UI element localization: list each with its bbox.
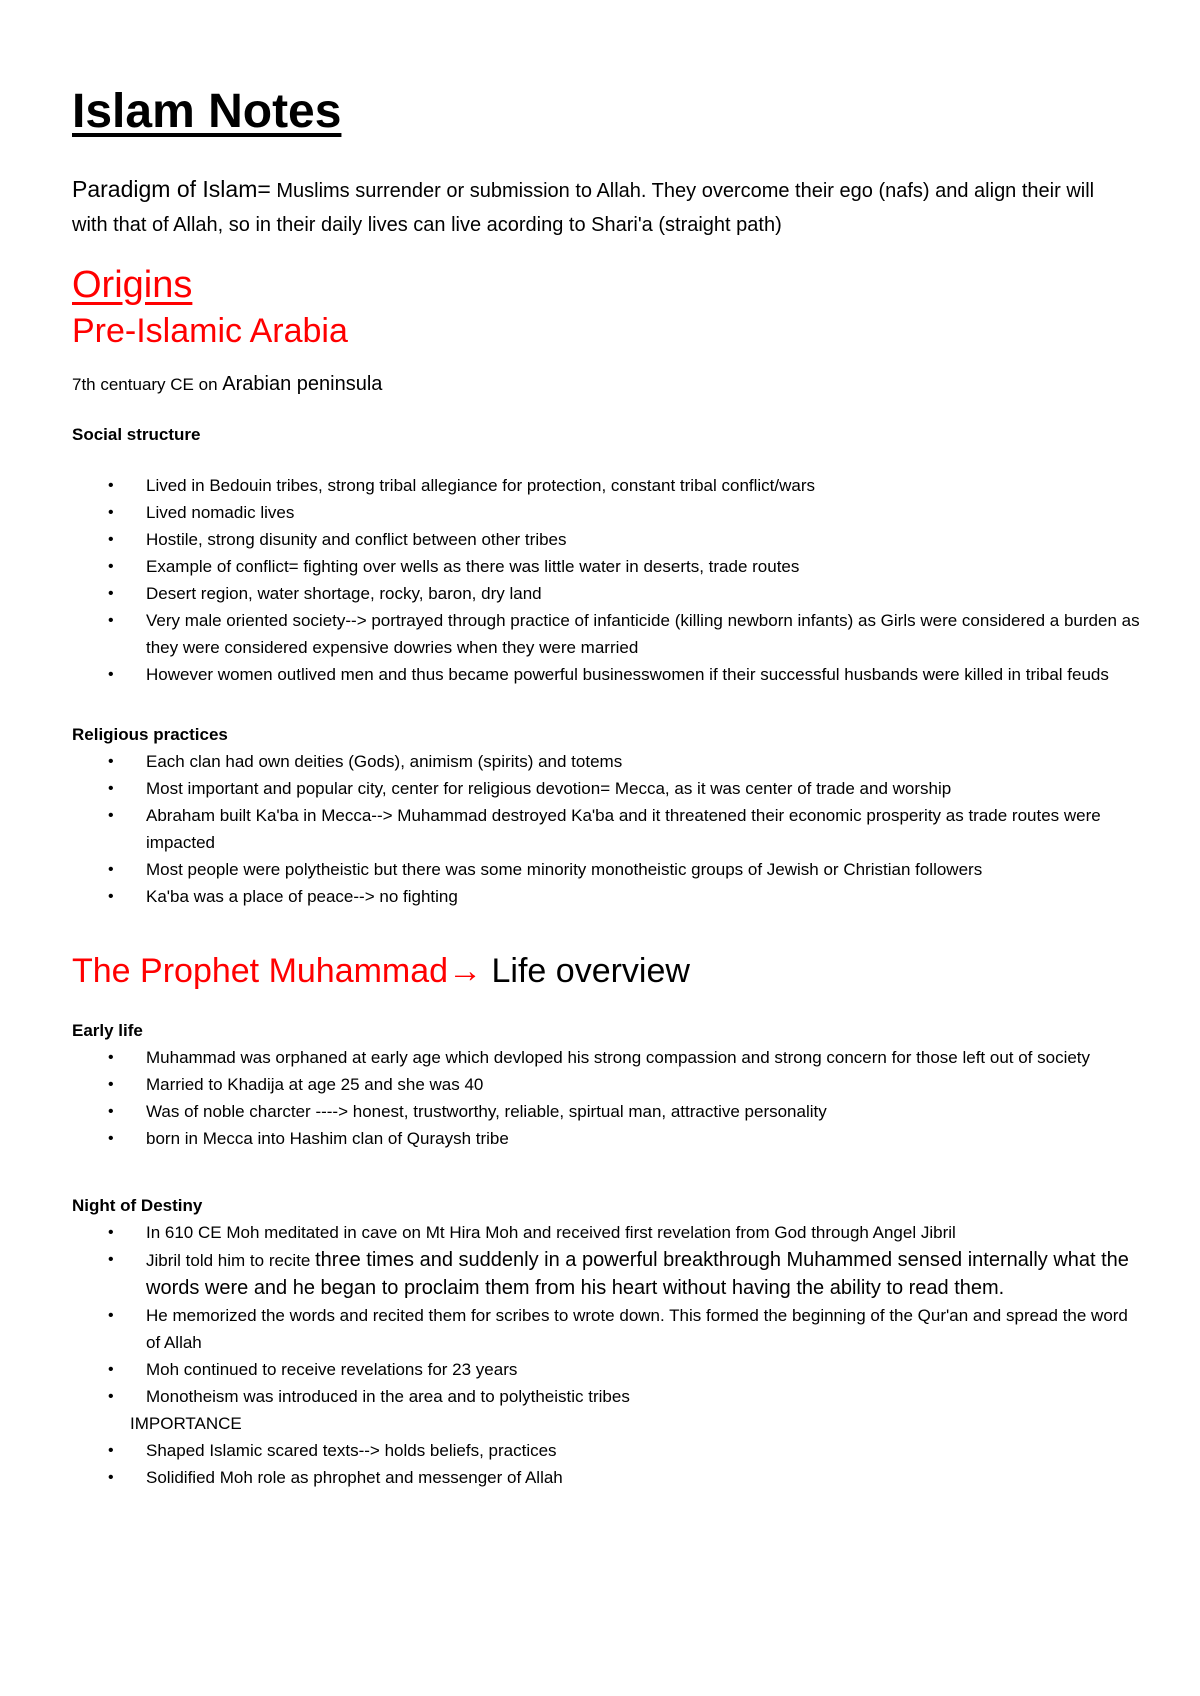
bullet-icon: • [108, 1103, 114, 1120]
night-of-destiny-list [72, 1219, 1142, 1491]
list-item: • Each clan had own deities (Gods), animism (spirits) and totems [72, 748, 1142, 775]
bullet-icon: • [108, 1049, 114, 1066]
list-item: • Lived in Bedouin tribes, strong tribal allegiance for protection, constant tribal conflict/wars [72, 472, 1142, 499]
night-of-destiny-heading: Night of Destiny [72, 1196, 203, 1215]
list-item: • Desert region, water shortage, rocky, baron, dry land [72, 580, 1142, 607]
bullet-icon: • [108, 1130, 114, 1147]
list-item: • Shaped Islamic scared texts--> holds beliefs, practices [72, 1437, 1142, 1464]
intro-small: 7th centuary CE on [72, 375, 223, 394]
prophet-heading-red: The Prophet Muhammad [72, 952, 449, 990]
paradigm-text: Muslims surrender or submission to Allah. They overcome their ego (nafs) and align their will with that of Allah, so in their daily lives can live acording to Shari'a (straight path) [72, 180, 1095, 236]
list-item: • Married to Khadija at age 25 and she was 40 [72, 1071, 1142, 1098]
social-structure-heading: Social structure [72, 425, 201, 444]
list-item: • He memorized the words and recited them for scribes to wrote down. This formed the beginning of the Qur'an and spread the word of Allah [72, 1302, 1142, 1356]
bullet-icon: • [108, 1469, 114, 1486]
religious-practices-list [72, 748, 1142, 910]
prophet-heading [72, 950, 690, 992]
bullet-icon: • [108, 666, 114, 683]
bullet-icon: • [108, 558, 114, 575]
list-item: • Jibril told him to recite three times and suddenly in a powerful breakthrough Muhammed sensed internally what the words were and he began to proclaim them from his heart without having the ability to read them. [72, 1246, 1142, 1302]
list-item: • Very male oriented society--> portrayed through practice of infanticide (killing newborn infants) as Girls were considered a burden as they were considered expensive dowries when they were married [72, 607, 1142, 661]
bullet-icon: • [108, 780, 114, 797]
list-item: • Abraham built Ka'ba in Mecca--> Muhammad destroyed Ka'ba and it threatened their economic prosperity as trade routes were impacted [72, 802, 1142, 856]
list-item: • Monotheism was introduced in the area and to polytheistic tribes [72, 1383, 1142, 1410]
list-item: • However women outlived men and thus became powerful businesswomen if their successful husbands were killed in tribal feuds [72, 661, 1142, 688]
bullet-icon: • [108, 1361, 114, 1378]
intro-big: Arabian peninsula [222, 373, 383, 395]
early-life-heading: Early life [72, 1021, 143, 1040]
bullet-icon: • [108, 531, 114, 548]
paradigm-paragraph [72, 172, 1132, 242]
list-item: • Solidified Moh role as phrophet and messenger of Allah [72, 1464, 1142, 1491]
bullet-icon: • [108, 477, 114, 494]
prophet-heading-black: Life overview [482, 952, 690, 990]
bullet-icon: • [108, 1224, 114, 1241]
list-item: • born in Mecca into Hashim clan of Quraysh tribe [72, 1125, 1142, 1152]
bullet-icon: • [108, 612, 114, 629]
list-item: • Ka'ba was a place of peace--> no fighting [72, 883, 1142, 910]
list-item: • In 610 CE Moh meditated in cave on Mt Hira Moh and received first revelation from God through Angel Jibril [72, 1219, 1142, 1246]
bullet-icon: • [108, 753, 114, 770]
list-item: • Moh continued to receive revelations for 23 years [72, 1356, 1142, 1383]
religious-practices-heading: Religious practices [72, 725, 228, 744]
list-item: • Muhammad was orphaned at early age which devloped his strong compassion and strong concern for those left out of society [72, 1044, 1142, 1071]
early-life-list [72, 1044, 1142, 1152]
bullet-icon: • [108, 585, 114, 602]
origins-heading: Origins [72, 264, 193, 306]
list-item: • Was of noble charcter ----> honest, trustworthy, reliable, spirtual man, attractive personality [72, 1098, 1142, 1125]
bullet-icon: • [108, 888, 114, 905]
social-structure-list [72, 472, 1142, 688]
bullet-icon: • [108, 504, 114, 521]
pre-islamic-heading: Pre-Islamic Arabia [72, 312, 348, 350]
list-item: • Most important and popular city, center for religious devotion= Mecca, as it was center of trade and worship [72, 775, 1142, 802]
bullet-icon: • [108, 1442, 114, 1459]
bullet-icon: • [108, 1307, 114, 1324]
bullet-icon: • [108, 861, 114, 878]
page-title: Islam Notes [72, 85, 342, 138]
list-item: • Most people were polytheistic but there was some minority monotheistic groups of Jewish or Christian followers [72, 856, 1142, 883]
bullet-icon: • [108, 1251, 114, 1268]
pre-islamic-intro [72, 372, 382, 397]
importance-label: IMPORTANCE [130, 1414, 242, 1433]
list-item: • Lived nomadic lives [72, 499, 1142, 526]
bullet-icon: • [108, 1388, 114, 1405]
bullet-icon: • [108, 807, 114, 824]
list-item: • Example of conflict= fighting over wells as there was little water in deserts, trade routes [72, 553, 1142, 580]
paradigm-lead: Paradigm of Islam= [72, 176, 271, 202]
arrow-right-icon: → [448, 952, 483, 990]
bullet-icon: • [108, 1076, 114, 1093]
list-item: • Hostile, strong disunity and conflict between other tribes [72, 526, 1142, 553]
